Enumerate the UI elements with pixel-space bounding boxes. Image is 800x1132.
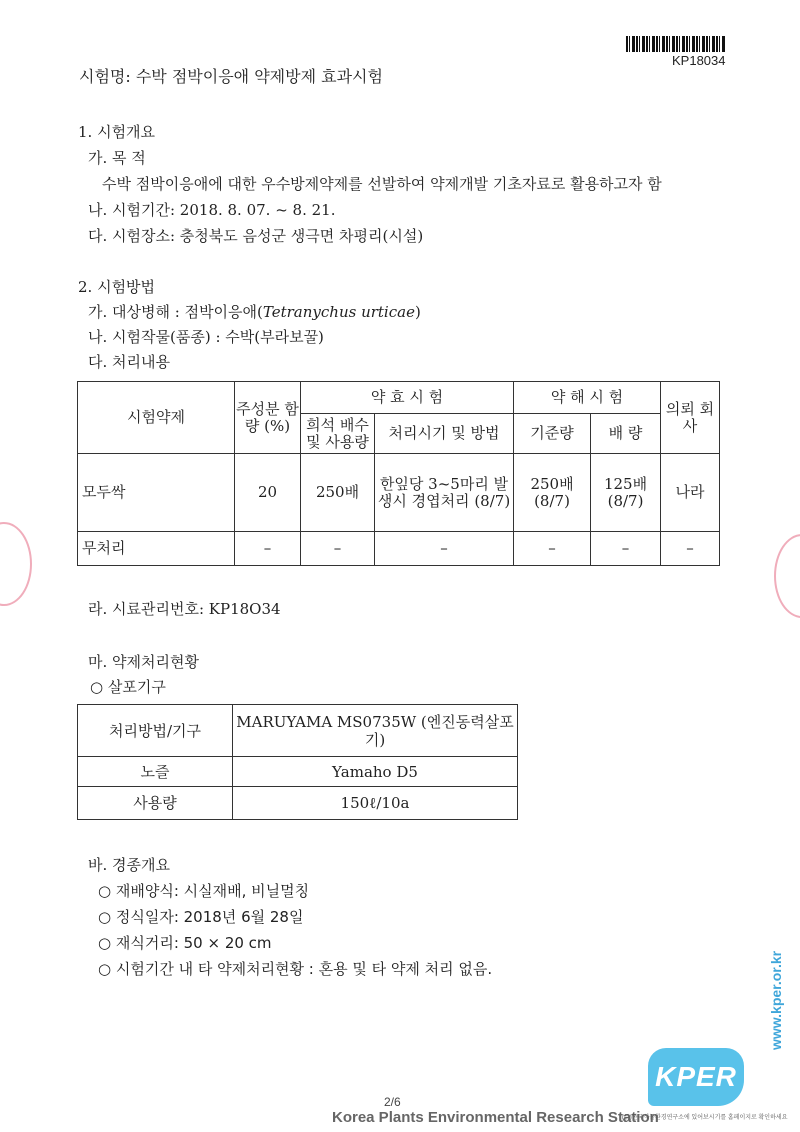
page-title: 시험명: 수박 점박이응애 약제방제 효과시험 <box>79 67 383 86</box>
table-row <box>78 454 720 532</box>
purpose-label: 가. 목 적 <box>88 149 146 167</box>
cell-company: – <box>661 532 720 566</box>
cell-agent: 모두싹 <box>78 454 235 532</box>
header-agent: 시험약제 <box>78 382 235 454</box>
header-company: 의뢰 회사 <box>661 382 720 454</box>
station-name: Korea Plants Environmental Research Station <box>332 1109 659 1126</box>
cell-value: MARUYAMA MS0735W (엔진동력살포기) <box>233 705 518 757</box>
header-content: 주성분 함량 (%) <box>235 382 301 454</box>
test-location: 다. 시험장소: 충청북도 음성군 생극면 차평리(시설) <box>88 227 424 245</box>
cell-value: 150ℓ/10a <box>233 787 518 820</box>
cell-company: 나라 <box>661 454 720 532</box>
section-2-heading: 2. 시험방법 <box>78 278 156 296</box>
sprayer-subheading: ○ 살포기구 <box>90 678 166 696</box>
cell-value: Yamaho D5 <box>233 757 518 787</box>
header-dilution: 희석 배수 및 사용량 <box>301 414 375 454</box>
cell-double-dose: – <box>591 532 661 566</box>
target-pest: 가. 대상병해 : 점박이응애(Tetranychus urticae) <box>88 303 421 321</box>
purpose-text: 수박 점박이응애에 대한 우수방제약제를 선발하여 약제개발 기초자료로 활용하고자 함 <box>102 175 662 193</box>
seal-stamp-right <box>774 534 800 618</box>
cell-standard-dose: – <box>514 532 591 566</box>
section-1-heading: 1. 시험개요 <box>78 123 156 141</box>
seal-stamp-left <box>0 522 32 606</box>
header-efficacy: 약 효 시 험 <box>301 382 514 414</box>
table-row <box>78 705 518 757</box>
cell-standard-dose: 250배 (8/7) <box>514 454 591 532</box>
document-code: KP18034 <box>672 53 726 68</box>
cell-label: 노즐 <box>78 757 233 787</box>
cell-content: 20 <box>235 454 301 532</box>
cell-label: 사용량 <box>78 787 233 820</box>
sprayer-table <box>77 704 518 820</box>
table-row <box>78 787 518 820</box>
test-period: 나. 시험기간: 2018. 8. 07. ~ 8. 21. <box>88 201 336 219</box>
cell-dilution: – <box>301 532 375 566</box>
table-row <box>78 532 720 566</box>
list-item: ○ 재식거리: 50 × 20 cm <box>98 934 272 952</box>
cell-timing: 한잎당 3~5마리 발생시 경엽처리 (8/7) <box>375 454 514 532</box>
header-standard-dose: 기준량 <box>514 414 591 454</box>
table-row <box>78 757 518 787</box>
barcode <box>626 36 726 52</box>
test-crop: 나. 시험작물(품종) : 수박(부라보꿀) <box>88 328 324 346</box>
cultivation-heading: 바. 경종개요 <box>88 856 170 874</box>
sample-number: 라. 시료관리번호: KP18O34 <box>88 600 281 618</box>
cell-agent: 무처리 <box>78 532 235 566</box>
header-double-dose: 배 량 <box>591 414 661 454</box>
header-phytotoxicity: 약 해 시 험 <box>514 382 661 414</box>
cell-label: 처리방법/기구 <box>78 705 233 757</box>
list-item: ○ 시험기간 내 타 약제처리현황 : 혼용 및 타 약제 처리 없음. <box>98 960 493 978</box>
website-url: www.kper.or.kr <box>768 950 784 1050</box>
treatment-table <box>77 381 720 566</box>
list-item: ○ 정식일자: 2018년 6월 28일 <box>98 908 304 926</box>
kper-logo: KPER <box>648 1048 744 1106</box>
cell-timing: – <box>375 532 514 566</box>
cell-double-dose: 125배 (8/7) <box>591 454 661 532</box>
list-item: ○ 재배양식: 시실재배, 비닐멀칭 <box>98 882 310 900</box>
cell-dilution: 250배 <box>301 454 375 532</box>
treatment-status-heading: 마. 약제처리현황 <box>88 653 199 671</box>
header-timing: 처리시기 및 방법 <box>375 414 514 454</box>
page-number: 2/6 <box>384 1095 401 1109</box>
cell-content: – <box>235 532 301 566</box>
treatment-heading: 다. 처리내용 <box>88 353 170 371</box>
logo-caption: (주)한국식물환경연구소에 있어보시기를 홈페이지로 확인하세요 <box>622 1115 788 1121</box>
